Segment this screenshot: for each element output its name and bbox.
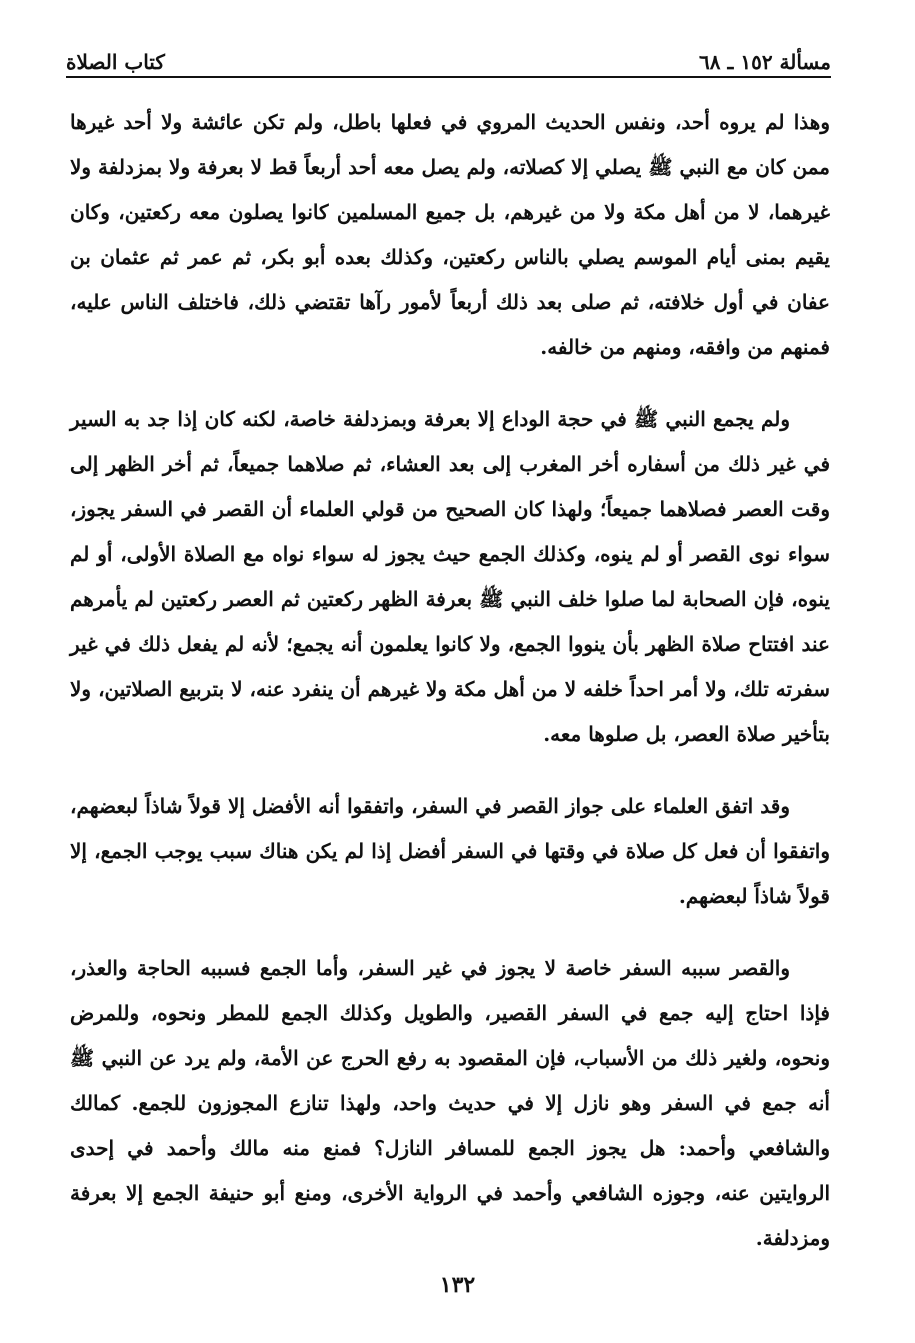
running-header xyxy=(66,34,831,74)
issue-label: مسألة ١٥٢ ـ ٦٨ xyxy=(699,50,831,74)
paragraph-4: والقصر سببه السفر خاصة لا يجوز في غير السفر، وأما الجمع فسببه الحاجة والعذر، فإذا احتاج إليه جمع في السفر القصير، والطويل وكذلك الجمع للمطر ونحوه، وللمرض ونحوه، ولغير ذلك من الأسباب، فإن المقصود به رفع الحرج عن الأمة، ولم يرد عن النبي ﷺ أنه جمع في السفر وهو نازل إلا في حديث واحد، ولهذا تنازع المجوزون للجمع. كمالك والشافعي وأحمد: هل يجوز الجمع للمسافر النازل؟ فمنع منه مالك وأحمد في إحدى الروايتين عنه، وجوزه الشافعي وأحمد في الرواية الأخرى، ومنع أبو حنيفة الجمع إلا بعرفة ومزدلفة. xyxy=(70,956,830,1250)
paragraph-3: وقد اتفق العلماء على جواز القصر في السفر، واتفقوا أنه الأفضل إلا قولاً شاذاً لبعضهم، واتفقوا أن فعل كل صلاة في وقتها في السفر أفضل إذا لم يكن هناك سبب يوجب الجمع، إلا قولاً شاذاً لبعضهم. xyxy=(70,794,830,908)
paragraph-2: ولم يجمع النبي ﷺ في حجة الوداع إلا بعرفة وبمزدلفة خاصة، لكنه كان إذا جد به السير في غير ذلك من أسفاره أخر المغرب إلى بعد العشاء، ثم صلاهما جميعاً، ثم أخر الظهر إلى وقت العصر فصلاهما جميعاً؛ ولهذا كان الصحيح من قولي العلماء أن القصر في السفر يجوز، سواء نوى القصر أو لم ينوه، وكذلك الجمع حيث يجوز له سواء نواه مع الصلاة الأولى، أو لم ينوه، فإن الصحابة لما صلوا خلف النبي ﷺ بعرفة الظهر ركعتين ثم العصر ركعتين لم يأمرهم عند افتتاح صلاة الظهر بأن ينووا الجمع، ولا كانوا يعلمون أنه يجمع؛ لأنه لم يفعل ذلك في غير سفرته تلك، ولا أمر احداً خلفه لا من أهل مكة ولا غيرهم أن ينفرد عنه، لا بتربيع الصلاتين، ولا بتأخير صلاة العصر، بل صلوها معه. xyxy=(70,407,830,746)
paragraph-1: وهذا لم يروه أحد، ونفس الحديث المروي في فعلها باطل، ولم تكن عائشة ولا أحد غيرها ممن كان مع النبي ﷺ يصلي إلا كصلاته، ولم يصل معه أحد أربعاً قط لا بعرفة ولا بمزدلفة ولا غيرهما، لا من أهل مكة ولا من غيرهم، بل جميع المسلمين كانوا يصلون معه ركعتين، وكان يقيم بمنى أيام الموسم يصلي بالناس ركعتين، وكذلك بعده أبو بكر، ثم عمر ثم عثمان بن عفان في أول خلافته، ثم صلى بعد ذلك أربعاً لأمور رآها تقتضي ذلك، فاختلف الناس عليه، فمنهم من وافقه، ومنهم من خالفه. xyxy=(70,110,830,359)
chapter-title: كتاب الصلاة xyxy=(66,50,165,74)
page-number: ١٣٢ xyxy=(439,1272,476,1298)
body-text xyxy=(70,100,830,1288)
header-rule xyxy=(66,76,831,78)
